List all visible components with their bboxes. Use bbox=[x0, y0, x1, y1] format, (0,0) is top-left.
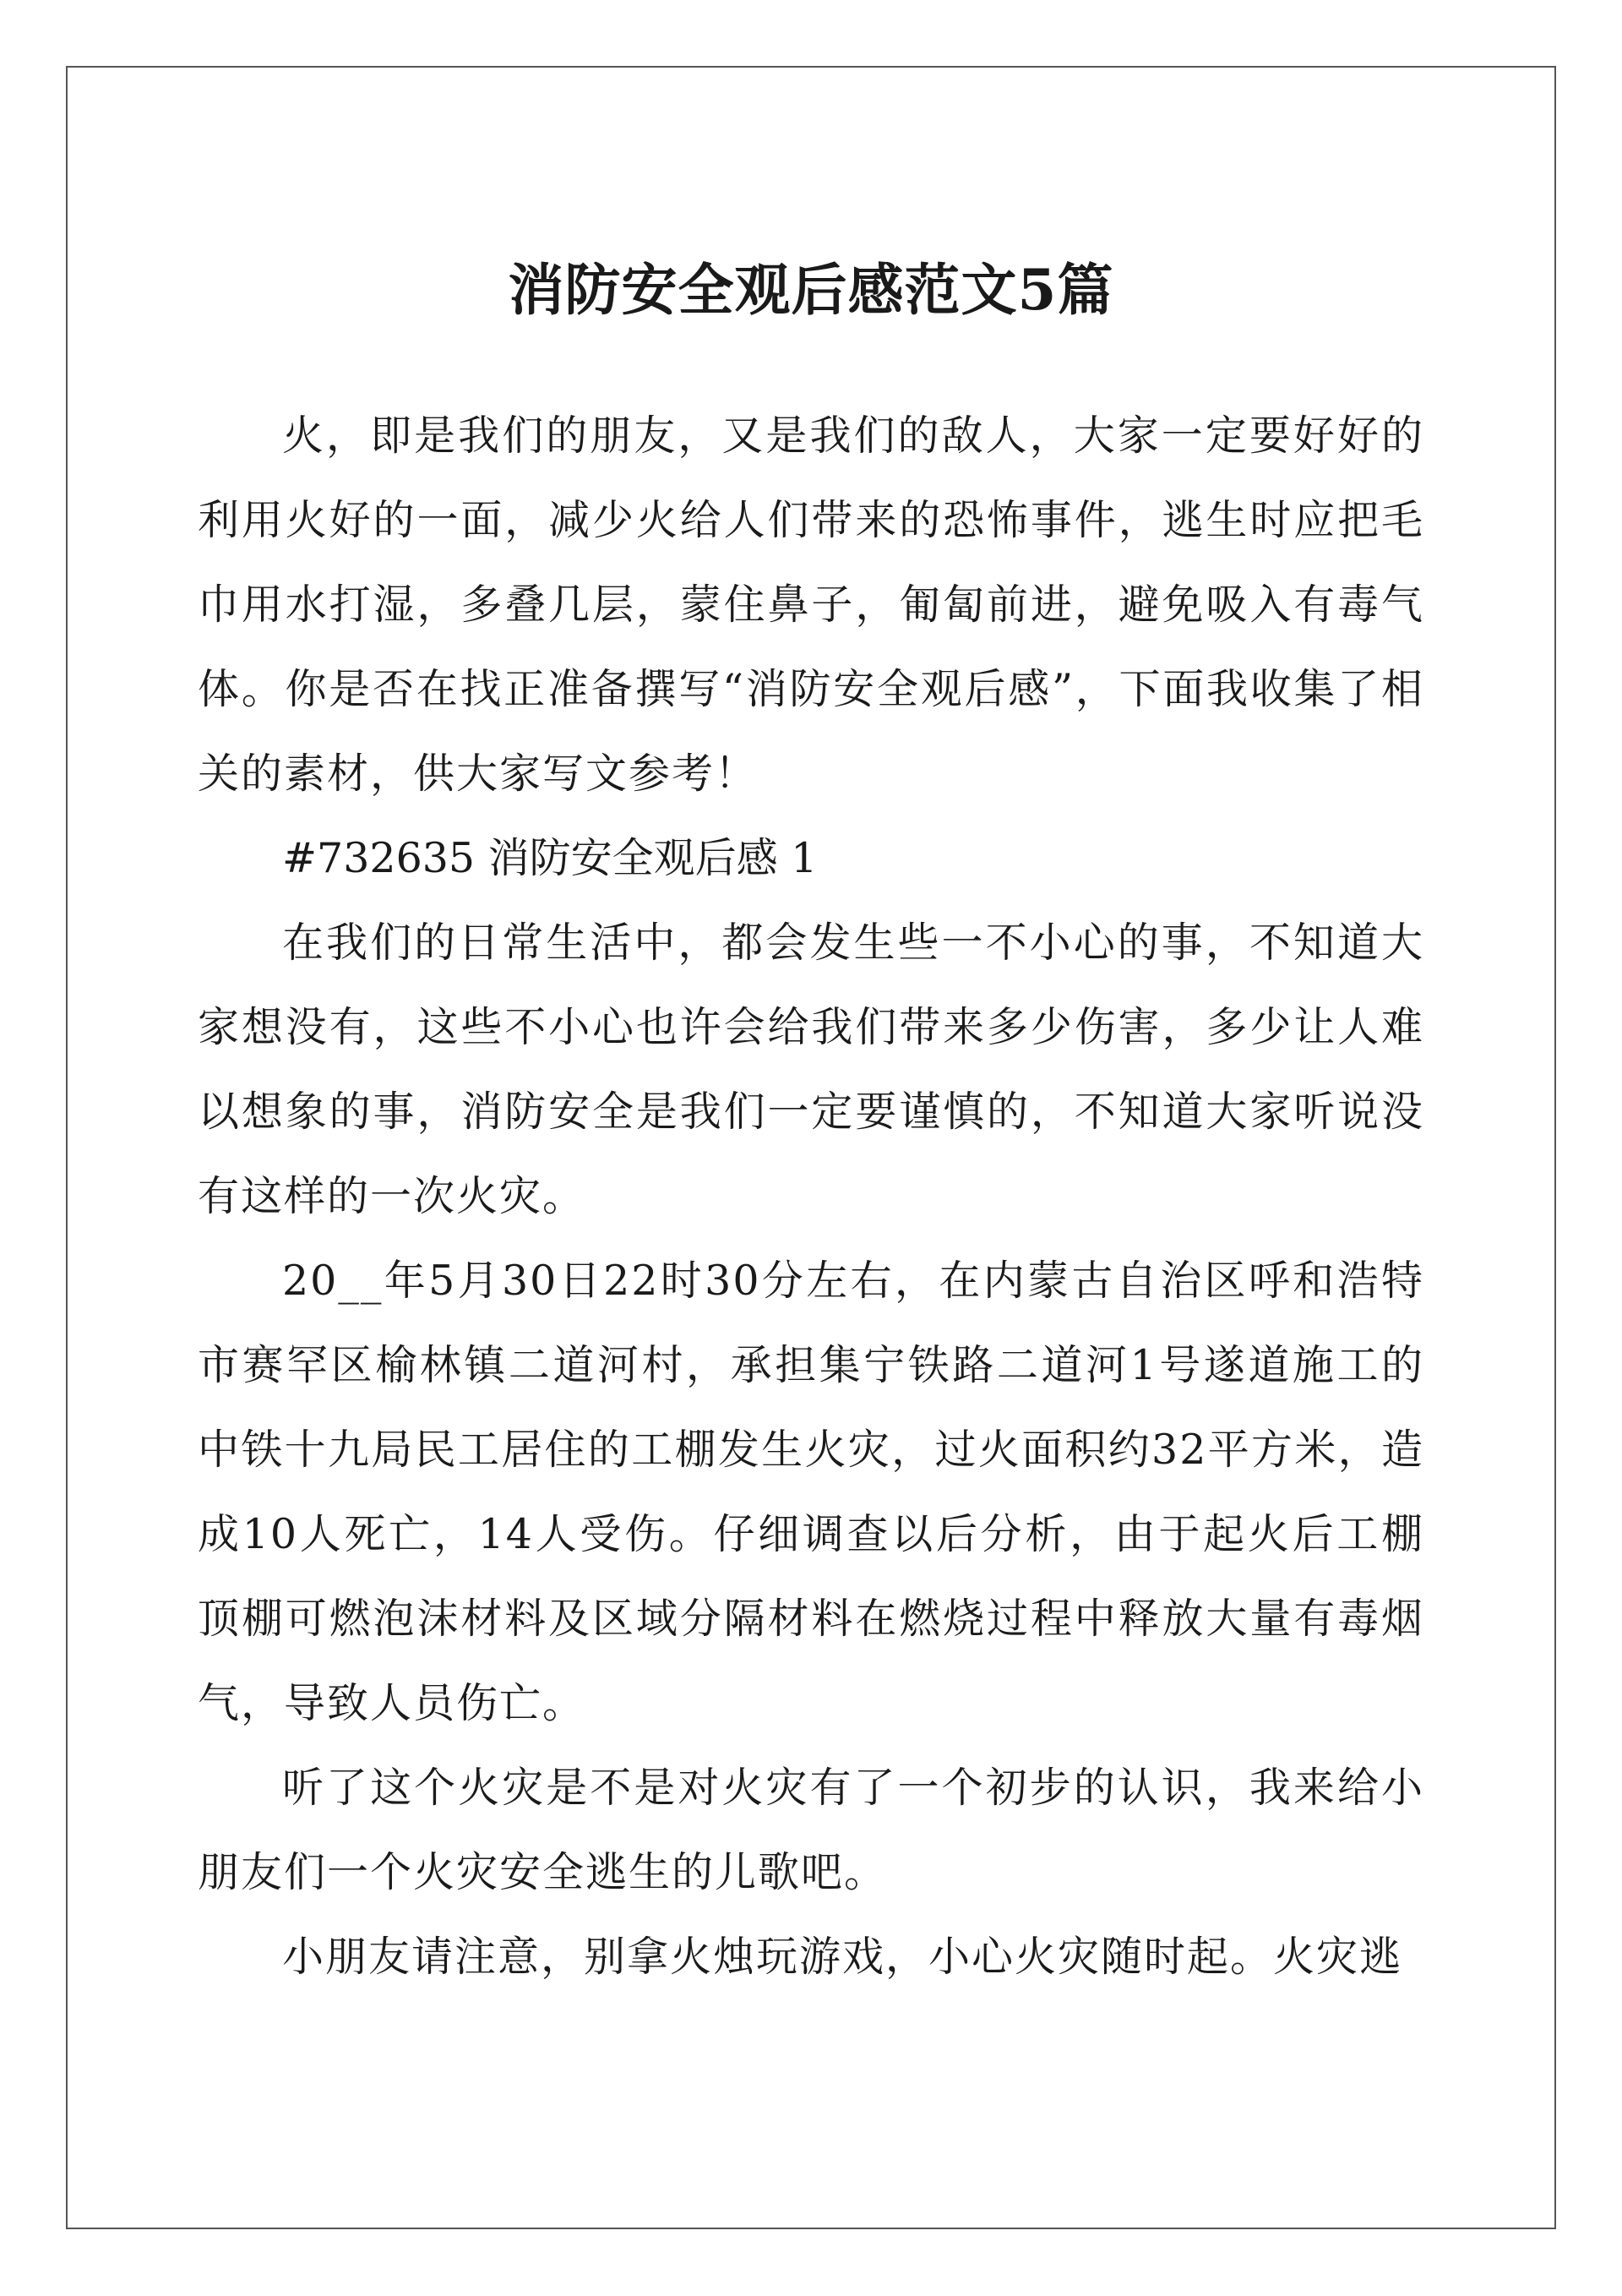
intro-paragraph: 火，即是我们的朋友，又是我们的敌人，大家一定要好好的利用火好的一面，减少火给人们带来的恐怖事件，逃生时应把毛巾用水打湿，多叠几层，蒙住鼻子，匍匐前进，避免吸入有毒气体。你是否在找正准备撰写“消防安全观后感”，下面我收集了相关的素材，供大家写文参考！ bbox=[198, 412, 1424, 798]
body-paragraph: 20__年5月30日22时30分左右，在内蒙古自治区呼和浩特市赛罕区榆林镇二道河村，承担集宁铁路二道河1号遂道施工的中铁十九局民工居住的工棚发生火灾，过火面积约32平方米，造成10人死亡，14人受伤。仔细调查以后分析，由于起火后工棚顶棚可燃泡沫材料及区域分隔材料在燃烧过程中释放大量有毒烟气，导致人员伤亡。 bbox=[198, 1257, 1424, 1727]
section-heading: #732635 消防安全观后感 1 bbox=[282, 834, 818, 882]
body-paragraph: 在我们的日常生活中，都会发生些一不小心的事，不知道大家想没有，这些不小心也许会给我们带来多少伤害，多少让人难以想象的事，消防安全是我们一定要谨慎的，不知道大家听说没有这样的一次火灾。 bbox=[198, 919, 1424, 1220]
document-title: 消防安全观后感范文5篇 bbox=[508, 257, 1114, 323]
body-paragraph: 听了这个火灾是不是对火灾有了一个初步的认识，我来给小朋友们一个火灾安全逃生的儿歌吧。 bbox=[198, 1764, 1424, 1896]
body-paragraph: 小朋友请注意，别拿火烛玩游戏，小心火灾随时起。火灾逃 bbox=[282, 1933, 1403, 1981]
document-body bbox=[198, 394, 1424, 1999]
